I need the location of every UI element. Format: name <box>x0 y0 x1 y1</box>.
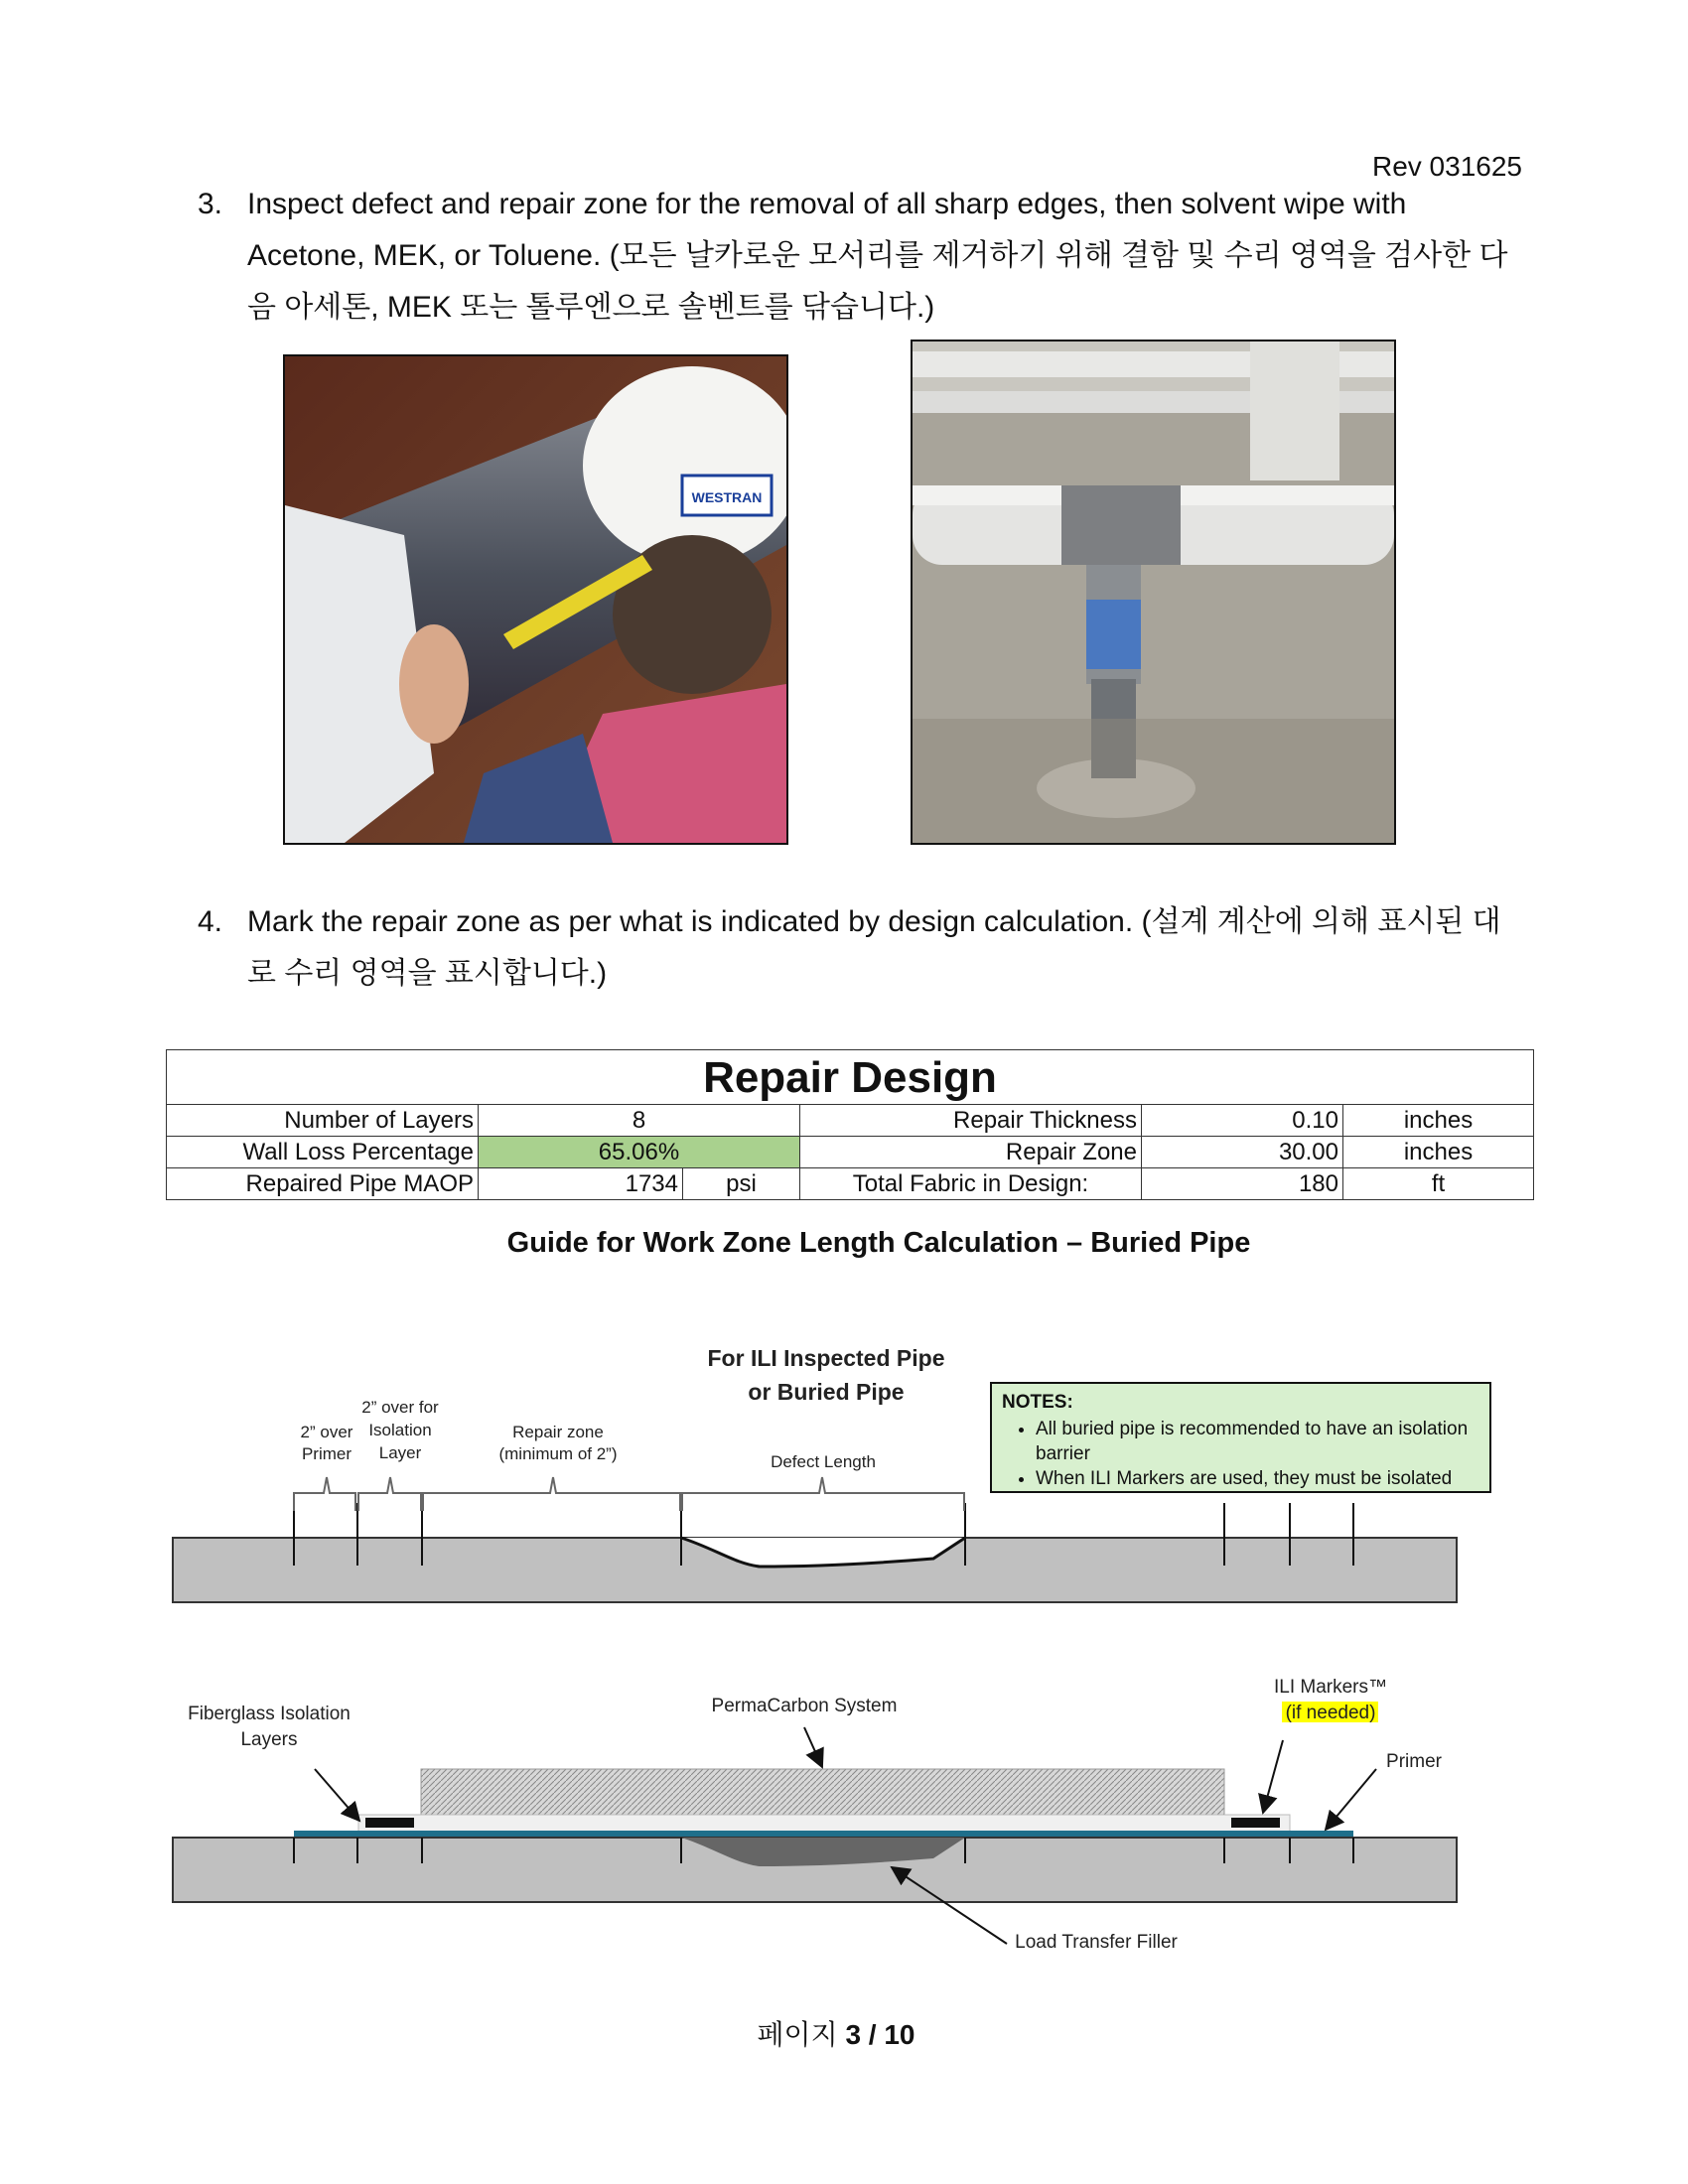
label-repair-2: (minimum of 2”) <box>498 1444 618 1463</box>
label-primer-1: 2” over <box>300 1423 353 1441</box>
page-footer <box>0 2013 1672 2053</box>
note-item: • When ILI Markers are used, they must be isolated <box>1036 1466 1479 1491</box>
label-fiberglass-2: Layers <box>240 1729 298 1750</box>
dimension-braces <box>294 1477 964 1511</box>
primer-layer <box>294 1831 1353 1837</box>
label-fiberglass-1: Fiberglass Isolation <box>188 1704 351 1724</box>
label-iso-2: Isolation <box>368 1421 432 1439</box>
label-iso-1: 2” over for <box>361 1398 439 1417</box>
row-value-2: 180 <box>1142 1168 1343 1200</box>
row-unit-2: inches <box>1343 1105 1534 1137</box>
step-text: Mark the repair zone as per what is indicated by design calculation. (설계 계산에 의해 표시된 대로 수리 영역을 표시합니다.) <box>247 905 1501 990</box>
row-label: Number of Layers <box>167 1105 479 1137</box>
wall-loss-value: 65.06% <box>479 1137 800 1168</box>
label-permacarbon: PermaCarbon System <box>711 1696 898 1716</box>
guide-title: Guide for Work Zone Length Calculation – Buried Pipe <box>506 1227 1251 1259</box>
row-unit: psi <box>683 1168 800 1200</box>
step-number: 3. <box>198 188 223 220</box>
subtitle-line2: or Buried Pipe <box>748 1379 905 1405</box>
pipe-diagram-repair <box>173 1727 1457 1944</box>
repair-design-title: Repair Design <box>167 1050 1534 1105</box>
row-label: Wall Loss Percentage <box>167 1137 479 1168</box>
note-item: • All buried pipe is recommended to have an isolation barrier <box>1036 1417 1479 1466</box>
revision-label: Rev 031625 <box>1371 151 1522 182</box>
row-label-2: Repair Zone <box>800 1137 1142 1168</box>
isolation-layer <box>358 1815 1290 1832</box>
row-label-2: Total Fabric in Design: <box>800 1168 1142 1200</box>
row-unit-2: inches <box>1343 1137 1534 1168</box>
row-unit-2: ft <box>1343 1168 1534 1200</box>
row-value-2: 30.00 <box>1142 1137 1343 1168</box>
label-if-needed: (if needed) <box>1285 1703 1376 1723</box>
label-defect: Defect Length <box>771 1452 876 1471</box>
label-primer-2: Primer <box>301 1444 352 1463</box>
permacarbon-layer <box>421 1769 1224 1815</box>
notes-box <box>990 1382 1491 1493</box>
label-filler: Load Transfer Filler <box>1015 1932 1178 1953</box>
page-label: 페이지 <box>757 2019 838 2050</box>
row-label: Repaired Pipe MAOP <box>167 1168 479 1200</box>
row-value-2: 0.10 <box>1142 1105 1343 1137</box>
label-iso-3: Layer <box>378 1443 422 1462</box>
ili-marker <box>365 1818 414 1828</box>
step-number: 4. <box>198 905 223 938</box>
pipe-diagram-defect <box>173 1477 1457 1602</box>
page-number: 3 / 10 <box>845 2019 915 2050</box>
hardhat-logo-text: WESTRAN <box>691 489 763 505</box>
label-ili-markers: ILI Markers™ <box>1273 1677 1388 1698</box>
notes-title: NOTES: <box>1002 1392 1073 1413</box>
ili-marker <box>1231 1818 1280 1828</box>
label-repair-1: Repair zone <box>512 1423 604 1441</box>
label-primer: Primer <box>1386 1751 1442 1772</box>
row-label-2: Repair Thickness <box>800 1105 1142 1137</box>
row-value: 1734 <box>479 1168 683 1200</box>
row-value: 8 <box>479 1105 800 1137</box>
subtitle-line1: For ILI Inspected Pipe <box>707 1345 945 1371</box>
step-text: Inspect defect and repair zone for the removal of all sharp edges, then solvent wipe with Acetone, MEK, or Toluene. (모든 날카로운 모서리를 제거하기 위해 결함 및 수리 영역을 검사한 다음 아세톤, MEK 또는 톨루엔으로 솔벤트를 닦습니다.) <box>247 188 1508 324</box>
